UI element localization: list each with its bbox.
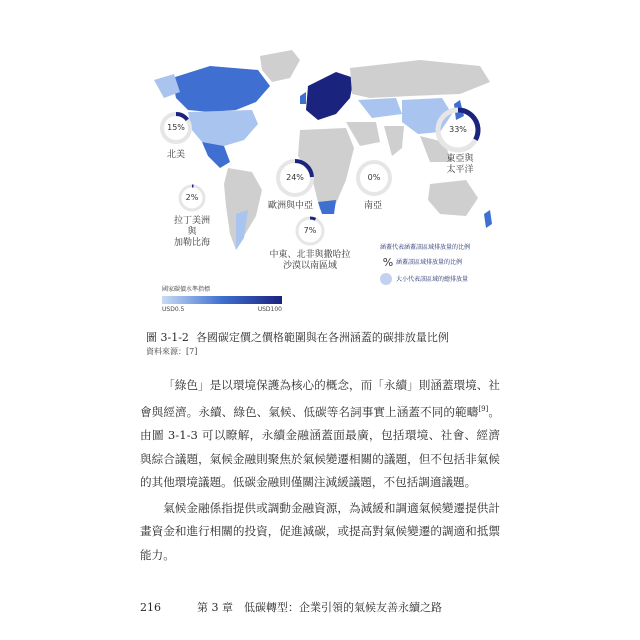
footnote-ref: [9]	[478, 404, 489, 413]
percent-south-asia: 0%	[367, 173, 381, 182]
map-south-africa	[318, 200, 336, 214]
legend-title: 涵蓋代表涵蓋該區域排放量的比例	[380, 244, 471, 251]
map-new-zealand	[484, 210, 492, 228]
page-number: 216	[140, 601, 161, 614]
body-text	[140, 374, 500, 568]
paragraph	[140, 374, 500, 495]
map-legend	[380, 244, 488, 285]
price-scale-title: 國家碳價水準指標	[162, 286, 211, 293]
legend-item-size: 大小代表該區域的總排放量	[396, 275, 469, 283]
percent-icon: %	[382, 255, 394, 269]
label-mena: 中東、北非與撒哈拉 沙漠以南區域	[269, 250, 351, 271]
figure-caption	[146, 329, 449, 345]
map-russia	[350, 60, 490, 98]
map-canada	[172, 66, 270, 112]
label-north-america: 北美	[167, 150, 186, 160]
percent-europe: 24%	[286, 173, 304, 182]
running-header: 第 3 章 低碳轉型：企業引領的氣候友善永續之路	[197, 601, 442, 614]
paragraph: 氣候金融係指提供或調動金融資源，為減緩和調適氣候變遷提供計畫資金和進行相關的投資，促進減碳，或提高對氣候變遷的調適和抵禦能力。	[140, 500, 500, 563]
map-uk	[300, 92, 306, 104]
paragraph-text: 。由圖 3-1-3 可以瞭解，永續金融涵蓋面最廣，包括環境、社會、經濟與綜合議題，氣候金融則聚焦於氣候變遷相關的議題，但不包括非氣候的其他環境議題。低碳金融則僅關注減緩議題，不包括調適議題。	[140, 404, 500, 490]
label-latin-america: 拉丁美洲與 加勒比海	[173, 216, 210, 248]
price-scale-bar	[162, 296, 282, 304]
label-south-asia: 南亞	[364, 201, 383, 211]
legend-item-share: 涵蓋該區域排放量的比例	[396, 258, 463, 266]
source-label: 資料來源：	[146, 347, 186, 356]
map-australia	[428, 180, 478, 216]
label-europe: 歐洲與中亞	[268, 201, 314, 211]
page-footer	[140, 599, 442, 615]
map-south-asia	[384, 126, 404, 156]
figure-title: 各國碳定價之價格範圍與在各洲涵蓋的碳排放量比例	[195, 331, 449, 344]
figure	[140, 38, 500, 316]
map-usa	[188, 110, 258, 146]
source-ref: [7]	[186, 347, 198, 356]
percent-east-asia: 33%	[449, 125, 467, 134]
price-scale-max: USD100	[257, 306, 282, 313]
map-greenland	[260, 50, 300, 82]
percent-north-america: 15%	[167, 123, 185, 132]
figure-source	[146, 346, 197, 357]
map-mexico	[202, 142, 230, 168]
label-east-asia: 東亞與 太平洋	[446, 154, 474, 175]
circle-icon	[380, 273, 392, 285]
map-kazakhstan	[358, 98, 402, 118]
percent-latin-america: 2%	[185, 193, 199, 202]
map-europe	[306, 72, 354, 120]
price-scale-min: USD0.5	[162, 306, 185, 313]
price-scale	[162, 284, 292, 313]
paragraph-text: 「綠色」是以環境保護為核心的概念，而「永續」則涵蓋環境、社會與經濟。永續、綠色、氣候、低碳等名詞事實上涵蓋不同的範疇	[140, 378, 500, 419]
percent-mena: 7%	[303, 226, 317, 235]
figure-number: 圖 3-1-2	[146, 331, 189, 344]
